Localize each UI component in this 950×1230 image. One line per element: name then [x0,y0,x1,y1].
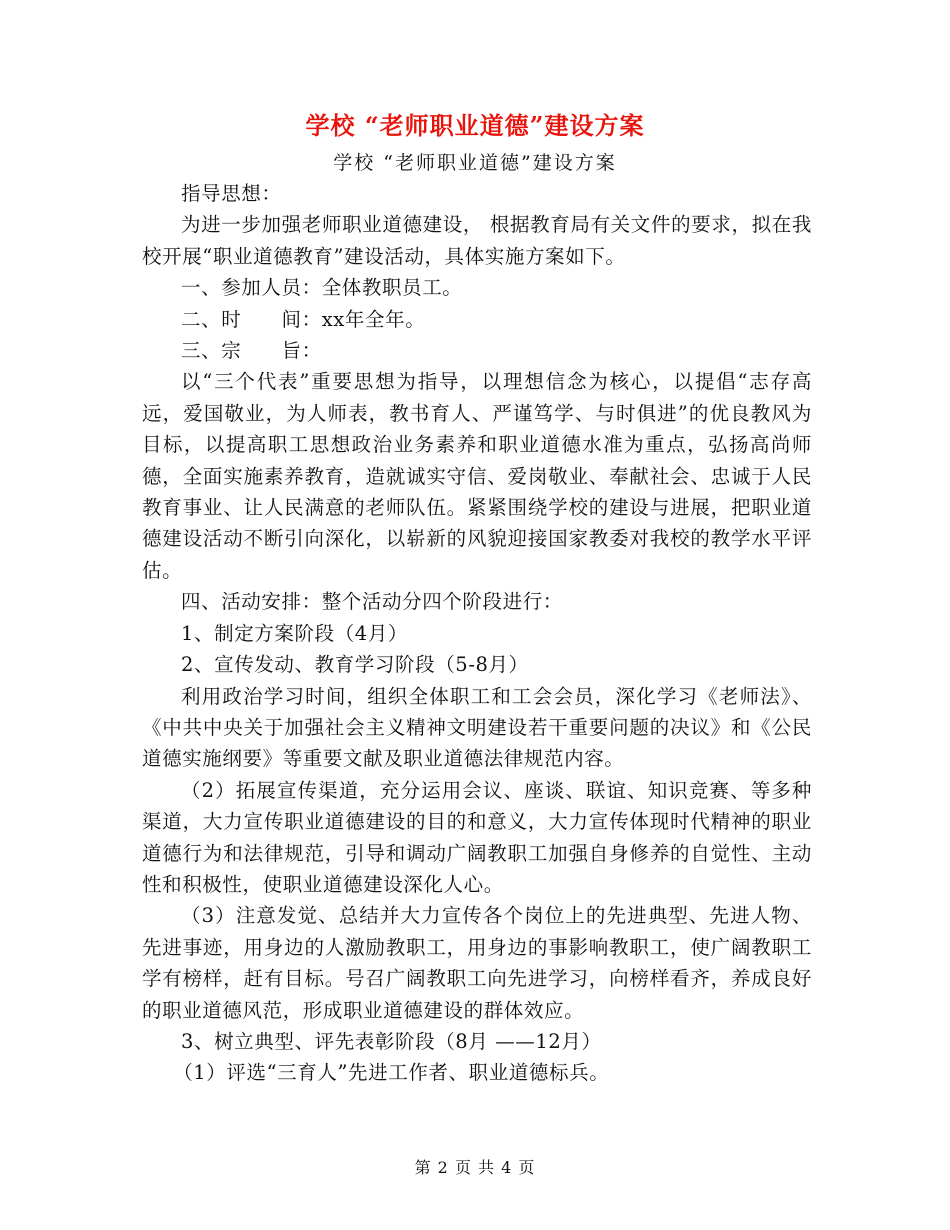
paragraph: （2）拓展宣传渠道，充分运用会议、座谈、联谊、知识竞赛、等多种渠道，大力宣传职业道德建设的目的和意义，大力宣传体现时代精神的职业道德行为和法律规范，引导和调动广阔教职工加强自身修养的自觉性、主动性和积极性，使职业道德建设深化人心。 [142,778,812,896]
paragraph: 为进一步加强老师职业道德建设， 根据教育局有关文件的要求，拟在我校开展“职业道德教育”建设活动，具体实施方案如下。 [142,213,812,268]
paragraph: 1、制定方案阶段（4月） [181,621,409,645]
paragraph: （3）注意发觉、总结并大力宣传各个岗位上的先进典型、先进人物、先进事迹，用身边的人激励教职工，用身边的事影响教职工，使广阔教职工学有榜样，赶有目标。号召广阔教职工向先进学习，向榜样看齐，养成良好的职业道德风范，形成职业道德建设的群体效应。 [142,904,812,1022]
paragraph: 二、时 间：xx年全年。 [181,307,426,331]
paragraph: 四、活动安排：整个活动分四个阶段进行： [181,590,563,614]
page-number: 第 2 页 共 4 页 [414,1158,536,1177]
paragraph: （1）评选“三育人”先进工作者、职业道德标兵。 [173,1061,610,1085]
paragraph: 以“三个代表”重要思想为指导，以理想信念为核心，以提倡“志存高远，爱国敬业，为人师表，教书育人、严谨笃学、与时俱进”的优良教风为目标，以提高职工思想政治业务素养和职业道德水准为重点，弘扬高尚师德，全面实施素养教育，造就诚实守信、爱岗敬业、奉献社会、忠诚于人民教育事业、让人民满意的老师队伍。紧紧围绕学校的建设与进展，把职业道德建设活动不断引向深化，以崭新的风貌迎接国家教委对我校的教学水平评估。 [142,370,812,582]
paragraph: 三、宗 旨： [181,339,322,363]
document-title: 学校 “老师职业道德”建设方案 [305,111,645,140]
paragraph: 指导思想： [181,182,282,205]
document-body [142,178,812,1089]
paragraph: 3、树立典型、评先表彰阶段（8月 ——12月） [181,1029,602,1053]
document-subtitle: 学校 “老师职业道德”建设方案 [333,152,617,174]
paragraph: 一、参加人员：全体教职员工。 [181,276,463,300]
paragraph: 利用政治学习时间，组织全体职工和工会会员，深化学习《老师法》、《中共中央关于加强社会主义精神文明建设若干重要问题的决议》和《公民道德实施纲要》等重要文献及职业道德法律规范内容。 [142,684,812,771]
paragraph: 2、宣传发动、教育学习阶段（5-8月） [181,653,529,677]
